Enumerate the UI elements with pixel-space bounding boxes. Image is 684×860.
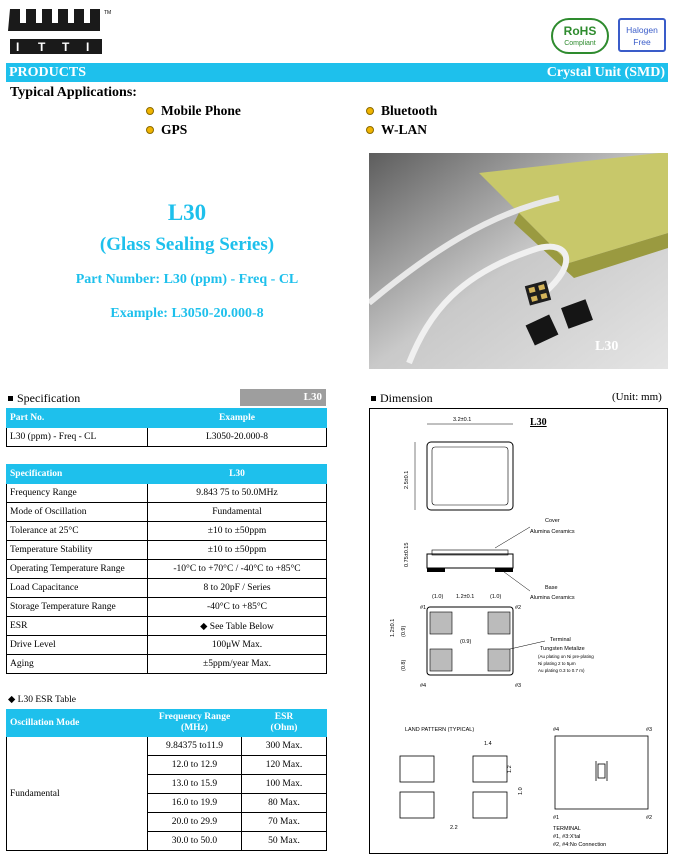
table-cell: ±10 to ±50ppm (148, 522, 327, 541)
table-row (7, 579, 327, 598)
schem-pin4: #4 (553, 727, 560, 733)
header-line: (MHz) (181, 723, 208, 733)
svg-text:T: T (38, 40, 46, 54)
table-cell: 12.0 to 12.9 (148, 756, 242, 775)
land-dim-22: 2.2 (450, 825, 458, 831)
table-cell: Mode of Oscillation (7, 503, 148, 522)
header-category: Crystal Unit (SMD) (546, 65, 665, 80)
itti-logo (8, 6, 112, 56)
rohs-sub: Compliant (564, 40, 596, 47)
header-line: Frequency Range (158, 712, 231, 722)
dim-pad-h2: (0.9) (401, 625, 407, 637)
app-label: Mobile Phone (161, 103, 241, 118)
table-cell: L30 (ppm) - Freq - CL (7, 428, 148, 447)
dim-pad-h: (0.8) (401, 659, 407, 671)
table-cell: 30.0 to 50.0 (148, 832, 242, 851)
rohs-badge (551, 18, 609, 54)
dim-height: 2.5±0.1 (404, 470, 410, 489)
table-header: Example (148, 409, 327, 428)
typical-applications-label: Typical Applications: (10, 85, 137, 100)
alumina-label-1: Alumina Ceramics (530, 529, 575, 535)
dim-pad-v: 1.2±0.1 (390, 618, 396, 637)
dim-thickness: 0.75±0.15 (404, 542, 410, 567)
table-cell: Aging (7, 655, 148, 674)
halogen-free-badge (618, 18, 666, 52)
dim-pad-center: (0.9) (460, 639, 472, 645)
photo-label: L30 (595, 339, 619, 354)
pin2-label: #2 (515, 605, 522, 611)
svg-text:TM: TM (104, 10, 112, 16)
schem-pin1: #1 (553, 815, 560, 821)
schem-pin3: #3 (646, 727, 653, 733)
table-row (7, 655, 327, 674)
land-pattern-title: LAND PATTERN (TYPICAL) (405, 727, 475, 733)
base-label: Base (545, 585, 558, 591)
table-header (242, 710, 327, 737)
app-label: W-LAN (381, 122, 427, 137)
dim-pad-w1: (1.0) (432, 594, 444, 600)
header-line: ESR (274, 712, 294, 722)
svg-text:T: T (62, 40, 70, 54)
plating-line-3: Au plating 0.3 to 0.7 m) (538, 668, 585, 673)
app-label: GPS (161, 122, 188, 137)
table-cell: 20.0 to 29.9 (148, 813, 242, 832)
bullet-icon (146, 126, 154, 134)
product-name: L30 (167, 200, 207, 225)
table-cell: 70 Max. (242, 813, 327, 832)
table-cell: ±10 to ±50ppm (148, 541, 327, 560)
table-cell: 9.84375 to11.9 (148, 737, 242, 756)
table-row (7, 737, 327, 756)
table-cell: L3050-20.000-8 (148, 428, 327, 447)
alumina-label-2: Alumina Ceramics (530, 595, 575, 601)
table-row (7, 560, 327, 579)
table-header: Specification (7, 465, 148, 484)
bullet-icon (366, 107, 374, 115)
table-cell: 100μW Max. (148, 636, 327, 655)
specification-label: Specification (17, 391, 81, 405)
table-cell: Temperature Stability (7, 541, 148, 560)
part-number-example: Example: L3050-20.000-8 (110, 306, 264, 321)
pin1-label: #1 (420, 605, 427, 611)
terminal-note-2: #2, #4:No Connection (553, 842, 607, 848)
bullet-icon (366, 126, 374, 134)
table-header: L30 (148, 465, 327, 484)
terminal-label: Terminal (550, 637, 571, 643)
table-cell: 16.0 to 19.9 (148, 794, 242, 813)
table-cell: -10°C to +70°C / -40°C to +85°C (148, 560, 327, 579)
dim-pad-w2: (1.0) (490, 594, 502, 600)
part-number-table (6, 408, 327, 447)
app-label: Bluetooth (381, 103, 438, 118)
land-dim-14: 1.4 (484, 741, 492, 747)
table-cell: Drive Level (7, 636, 148, 655)
table-header (148, 710, 242, 737)
product-photo (369, 153, 668, 369)
dimension-heading (371, 391, 433, 406)
pin3-label: #3 (515, 683, 522, 689)
table-cell: Fundamental (148, 503, 327, 522)
table-cell: 50 Max. (242, 832, 327, 851)
table-row (7, 484, 327, 503)
table-cell: 120 Max. (242, 756, 327, 775)
header-products: PRODUCTS (9, 65, 87, 80)
table-header: Part No. (7, 409, 148, 428)
table-cell: Operating Temperature Range (7, 560, 148, 579)
table-row (7, 598, 327, 617)
table-cell: ESR (7, 617, 148, 636)
part-number-format: Part Number: L30 (ppm) - Freq - CL (75, 272, 299, 287)
dimension-drawing (369, 408, 668, 854)
svg-text:I: I (16, 40, 20, 54)
table-cell: Load Capacitance (7, 579, 148, 598)
dim-width: 3.2±0.1 (453, 417, 472, 423)
plating-line-1: (Au plating on Ni pre-plating (538, 654, 594, 659)
terminal-note-1: #1, #3:X'tal (553, 834, 581, 840)
plating-line-2: Ni plating 2 to 5μm (538, 661, 576, 666)
square-bullet-icon (371, 396, 376, 401)
app-item (146, 103, 241, 119)
terminal-title: TERMINAL (553, 826, 581, 832)
table-cell: ±5ppm/year Max. (148, 655, 327, 674)
halogen-text: Halogen (626, 25, 658, 35)
table-row (7, 522, 327, 541)
specification-heading (8, 391, 80, 406)
app-item (366, 122, 427, 138)
table-cell: 80 Max. (242, 794, 327, 813)
drawing-model: L30 (530, 417, 547, 428)
bullet-icon (146, 107, 154, 115)
mechanical-drawing (370, 409, 667, 853)
product-series: (Glass Sealing Series) (99, 234, 275, 255)
table-header: Oscillation Mode (7, 710, 148, 737)
header-bar (6, 63, 668, 82)
table-cell: Tolerance at 25°C (7, 522, 148, 541)
table-row (7, 541, 327, 560)
app-item (366, 103, 437, 119)
svg-text:I: I (86, 40, 90, 54)
land-dim-10: 1.0 (518, 787, 524, 795)
dim-pad-gap: 1.2±0.1 (456, 594, 475, 600)
unit-label: (Unit: mm) (612, 391, 662, 403)
esr-table-label: ◆ L30 ESR Table (8, 695, 76, 705)
table-row (7, 636, 327, 655)
square-bullet-icon (8, 396, 13, 401)
dimension-label: Dimension (380, 391, 433, 405)
cover-label: Cover (545, 518, 560, 524)
table-cell: 9.843 75 to 50.0MHz (148, 484, 327, 503)
schem-pin2: #2 (646, 815, 653, 821)
table-row (7, 617, 327, 636)
pin4-label: #4 (420, 683, 427, 689)
mode-cell: Fundamental (7, 737, 148, 851)
binder-clip-illustration (369, 153, 668, 369)
table-cell: Storage Temperature Range (7, 598, 148, 617)
table-cell: 300 Max. (242, 737, 327, 756)
free-text: Free (633, 37, 651, 47)
rohs-text: RoHS (563, 24, 597, 38)
table-cell: 13.0 to 15.9 (148, 775, 242, 794)
model-tag: L30 (240, 389, 326, 406)
land-dim-12: 1.2 (507, 765, 513, 773)
tungsten-label: Tungsten Metalize (540, 646, 585, 652)
table-cell: ◆ See Table Below (148, 617, 327, 636)
header-line: (Ohm) (270, 723, 298, 733)
specification-table (6, 464, 327, 674)
table-cell: -40°C to +85°C (148, 598, 327, 617)
table-cell: Frequency Range (7, 484, 148, 503)
esr-table (6, 709, 327, 851)
app-item (146, 122, 187, 138)
table-cell: 8 to 20pF / Series (148, 579, 327, 598)
table-cell: 100 Max. (242, 775, 327, 794)
table-row (7, 503, 327, 522)
